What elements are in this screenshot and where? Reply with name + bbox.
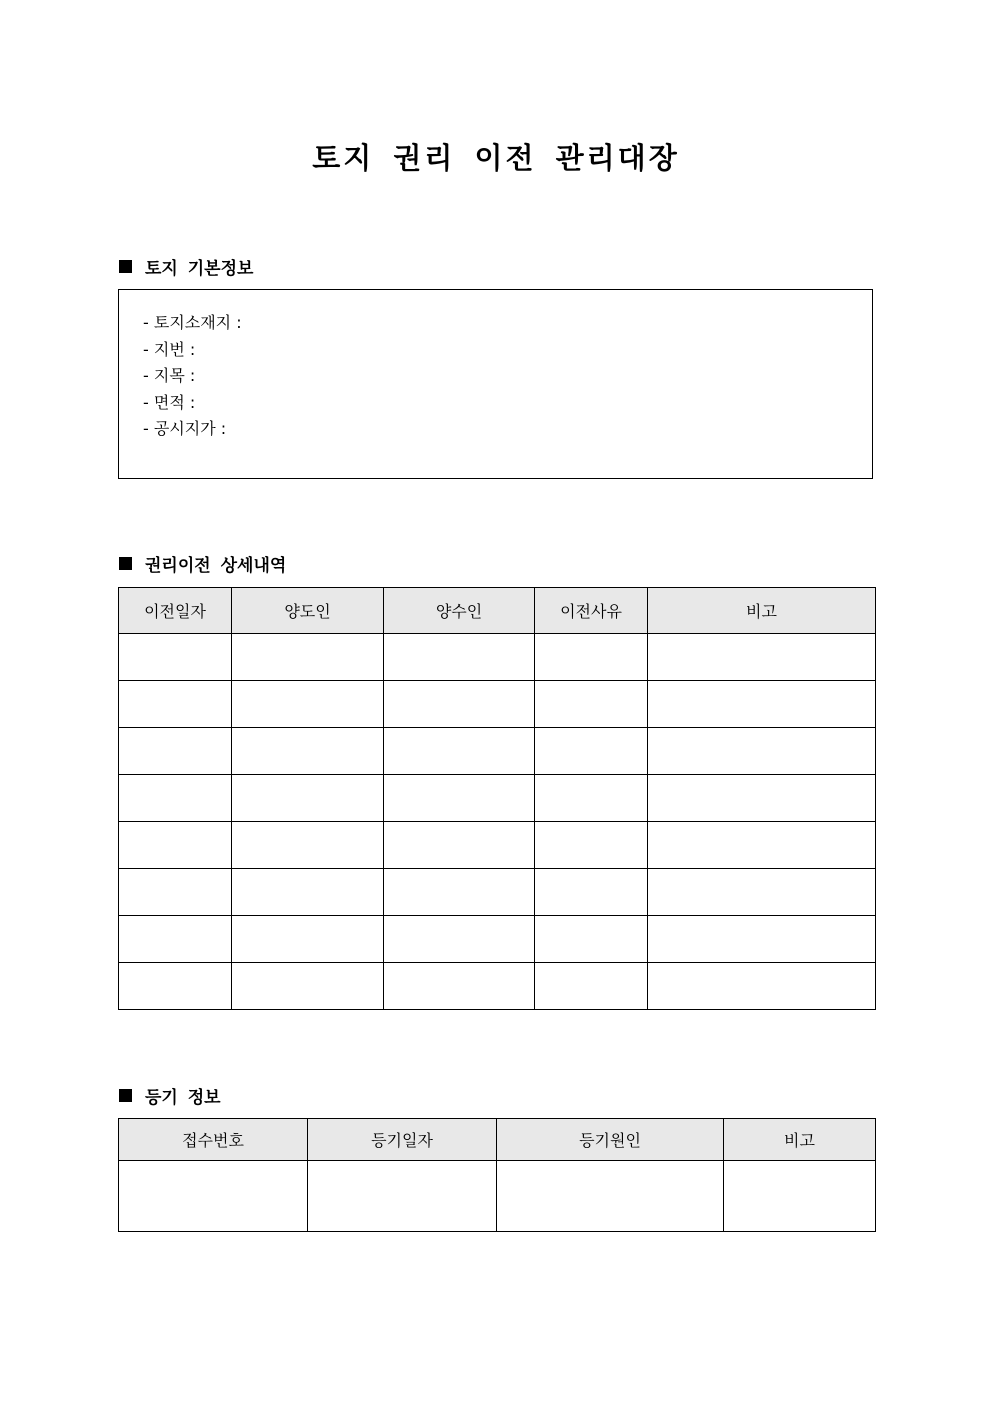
table-cell[interactable]	[119, 634, 232, 681]
table-cell[interactable]	[724, 1161, 876, 1232]
table-cell[interactable]	[384, 822, 535, 869]
table-cell[interactable]	[119, 1161, 308, 1232]
table-cell[interactable]	[535, 916, 648, 963]
table-cell[interactable]	[648, 963, 876, 1010]
table-cell[interactable]	[232, 634, 384, 681]
column-header: 접수번호	[119, 1119, 308, 1161]
table-cell[interactable]	[535, 963, 648, 1010]
table-cell[interactable]	[648, 822, 876, 869]
column-header: 양도인	[232, 588, 384, 634]
table-cell[interactable]	[384, 916, 535, 963]
table-row	[119, 1161, 876, 1232]
table-cell[interactable]	[119, 775, 232, 822]
table-cell[interactable]	[535, 728, 648, 775]
table-cell[interactable]	[648, 869, 876, 916]
table-cell[interactable]	[384, 728, 535, 775]
table-row	[119, 634, 876, 681]
square-bullet-icon	[119, 1089, 132, 1102]
table-cell[interactable]	[119, 963, 232, 1010]
column-header: 비고	[648, 588, 876, 634]
table-cell[interactable]	[119, 681, 232, 728]
table-cell[interactable]	[232, 681, 384, 728]
field-lot-number[interactable]: - 지번 :	[143, 339, 196, 359]
table-cell[interactable]	[535, 634, 648, 681]
table-header-row	[119, 1119, 876, 1161]
table-row	[119, 963, 876, 1010]
square-bullet-icon	[119, 557, 132, 570]
section-title: 등기 정보	[145, 1088, 221, 1108]
table-cell[interactable]	[535, 681, 648, 728]
section-heading-transfer-detail	[119, 551, 286, 576]
basic-info-box	[118, 289, 873, 479]
column-header: 비고	[724, 1119, 876, 1161]
column-header: 등기원인	[497, 1119, 724, 1161]
column-header: 이전사유	[535, 588, 648, 634]
table-cell[interactable]	[384, 681, 535, 728]
transfer-detail-table	[118, 587, 876, 1010]
table-cell[interactable]	[384, 634, 535, 681]
square-bullet-icon	[119, 260, 132, 273]
field-land-category[interactable]: - 지목 :	[143, 366, 196, 385]
table-cell[interactable]	[308, 1161, 497, 1232]
section-title: 토지 기본정보	[145, 259, 254, 279]
column-header: 등기일자	[308, 1119, 497, 1161]
column-header: 이전일자	[119, 588, 232, 634]
table-row	[119, 728, 876, 775]
table-cell[interactable]	[535, 869, 648, 916]
column-header: 양수인	[384, 588, 535, 634]
table-header-row	[119, 588, 876, 634]
section-heading-basic-info	[119, 254, 253, 279]
table-cell[interactable]	[232, 728, 384, 775]
table-row	[119, 916, 876, 963]
table-cell[interactable]	[232, 916, 384, 963]
field-area[interactable]: - 면적 :	[143, 392, 196, 412]
table-cell[interactable]	[648, 916, 876, 963]
table-cell[interactable]	[648, 728, 876, 775]
table-cell[interactable]	[119, 869, 232, 916]
section-title: 권리이전 상세내역	[145, 556, 287, 576]
field-location[interactable]: - 토지소재지 :	[143, 313, 242, 332]
table-row	[119, 822, 876, 869]
page-title: 토지 권리 이전 관리대장	[312, 141, 680, 175]
table-cell[interactable]	[232, 775, 384, 822]
table-cell[interactable]	[119, 916, 232, 963]
table-cell[interactable]	[232, 963, 384, 1010]
table-cell[interactable]	[535, 822, 648, 869]
section-heading-registration	[119, 1083, 221, 1108]
table-cell[interactable]	[497, 1161, 724, 1232]
table-row	[119, 869, 876, 916]
table-cell[interactable]	[119, 822, 232, 869]
table-row	[119, 775, 876, 822]
table-cell[interactable]	[384, 775, 535, 822]
table-cell[interactable]	[648, 681, 876, 728]
table-cell[interactable]	[232, 822, 384, 869]
table-cell[interactable]	[535, 775, 648, 822]
table-cell[interactable]	[648, 775, 876, 822]
table-row	[119, 681, 876, 728]
table-cell[interactable]	[648, 634, 876, 681]
registration-table	[118, 1118, 876, 1232]
table-cell[interactable]	[384, 869, 535, 916]
field-official-price[interactable]: - 공시지가 :	[143, 419, 227, 438]
table-cell[interactable]	[384, 963, 535, 1010]
table-cell[interactable]	[232, 869, 384, 916]
table-cell[interactable]	[119, 728, 232, 775]
